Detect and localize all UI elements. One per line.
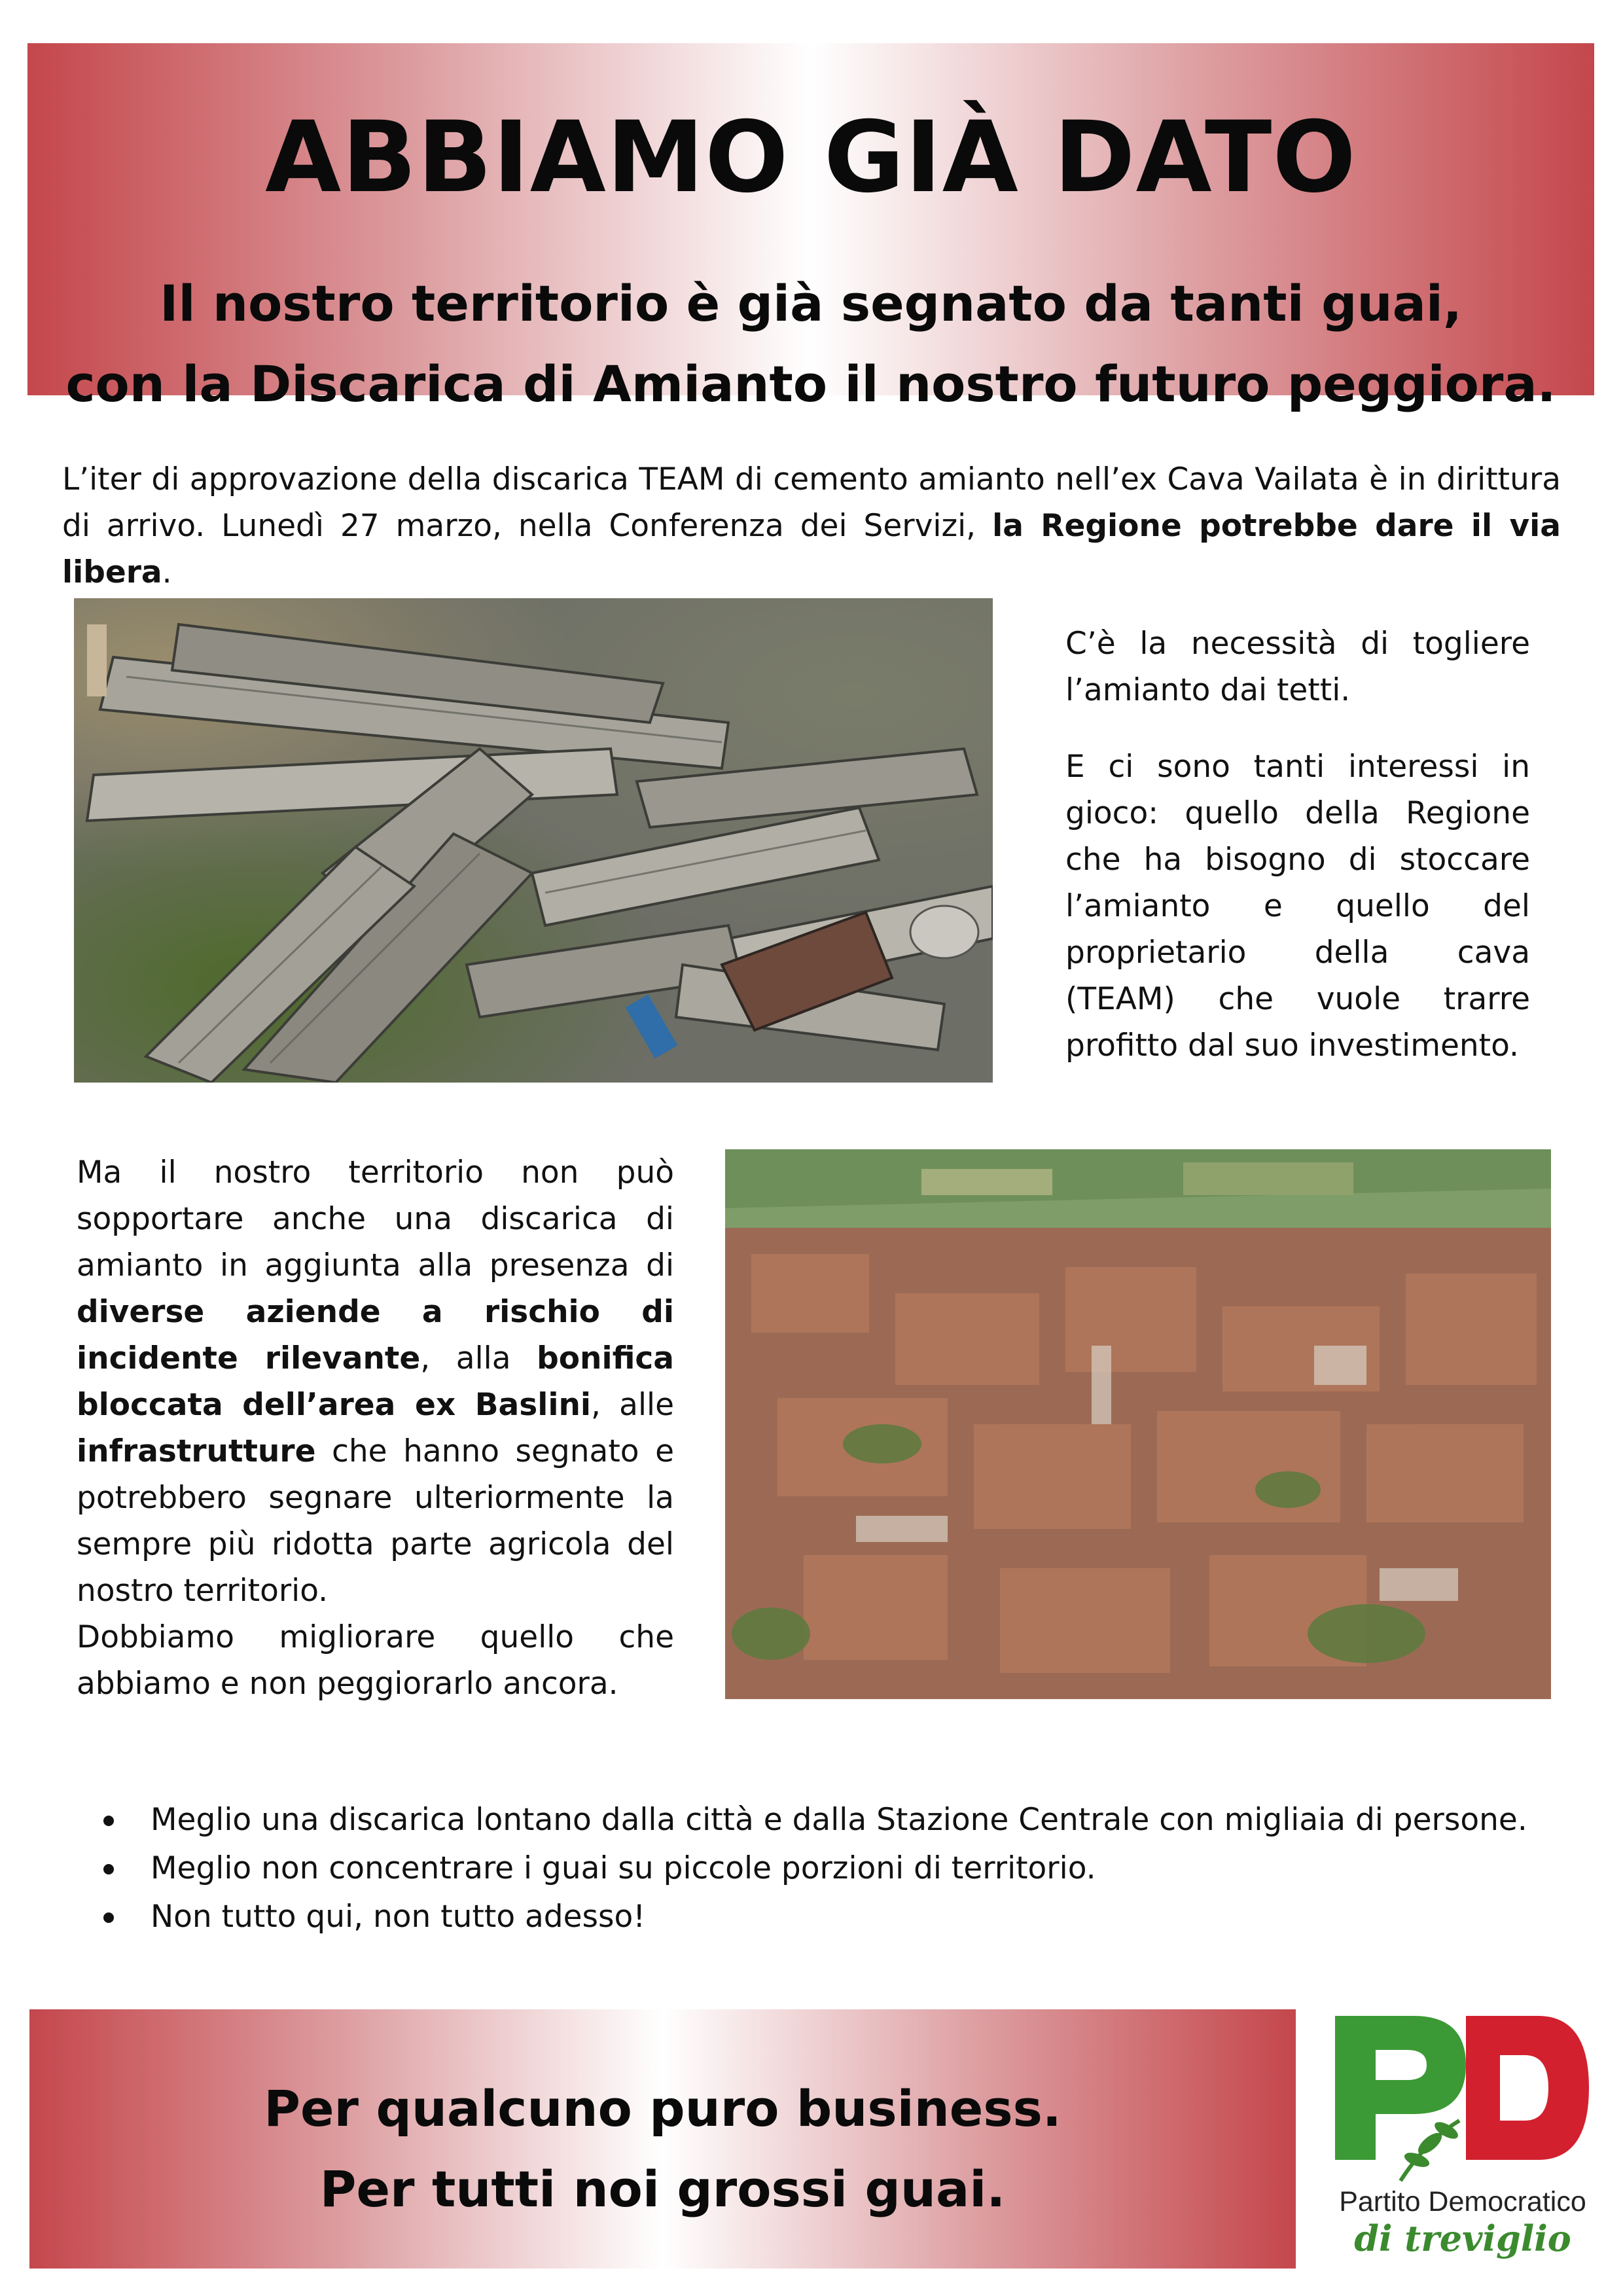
header-banner — [27, 43, 1594, 413]
left-text-4: che hanno segnato e potrebbero segnare ulteriormente la sempre più ridotta parte agricola del nostro territorio. — [77, 1433, 674, 1609]
left-bold-1: diverse aziende a rischio di incidente rilevante — [77, 1294, 674, 1376]
left-text-3: , alle — [591, 1387, 674, 1423]
aerial-city-photo — [725, 1149, 1551, 1699]
right-column-text — [1065, 620, 1530, 1099]
slogan-line-2: Per tutti noi grossi guai. — [319, 2160, 1006, 2218]
left-text-1: Ma il nostro territorio non può sopportare anche una discarica di amianto in aggiunta alla presenza di — [77, 1155, 674, 1283]
right-paragraph-2: E ci sono tanti interessi in gioco: quello della Regione che ha bisogno di stoccare l’amianto e quello del proprietario della cava (TEAM) che vuole trarre profitto dal suo investimento. — [1065, 749, 1530, 1064]
pd-logo — [1329, 2009, 1597, 2269]
left-text-5: Dobbiamo migliorare quello che abbiamo e non peggiorarlo ancora. — [77, 1619, 674, 1702]
asbestos-debris-photo — [74, 598, 993, 1083]
bullet-item-1: Meglio una discarica lontano dalla città e dalla Stazione Centrale con migliaia di persone. — [98, 1796, 1577, 1844]
intro-end: . — [162, 554, 172, 590]
left-column-text — [77, 1149, 674, 1707]
subtitle-line-1: Il nostro territorio è già segnato da tanti guai, — [160, 274, 1462, 332]
intro-bold: la Regione potrebbe dare il via libera — [62, 508, 1561, 590]
left-bold-2: bonifica bloccata dell’area ex Baslini — [77, 1340, 674, 1423]
left-bold-3: infrastrutture — [77, 1433, 316, 1469]
bullet-item-2: Meglio non concentrare i guai su piccole porzioni di territorio. — [98, 1844, 1577, 1893]
intro-paragraph — [62, 456, 1561, 596]
page-title: ABBIAMO GIÀ DATO — [265, 101, 1357, 215]
bullet-list — [98, 1796, 1577, 1941]
subtitle-line-2: con la Discarica di Amianto il nostro futuro peggiora. — [65, 355, 1556, 413]
left-text-2: , alla — [420, 1340, 537, 1376]
right-paragraph-1: C’è la necessità di togliere l’amianto dai tetti. — [1065, 626, 1530, 708]
logo-line-1: Partito Democratico — [1339, 2186, 1586, 2217]
logo-line-2: di treviglio — [1354, 2217, 1571, 2259]
pd-logo-mark — [1329, 2009, 1597, 2186]
page-subtitle — [27, 263, 1594, 424]
slogan — [29, 2068, 1296, 2229]
footer-banner — [29, 2009, 1296, 2269]
bullet-item-3: Non tutto qui, non tutto adesso! — [98, 1893, 1577, 1941]
slogan-line-1: Per qualcuno puro business. — [264, 2079, 1061, 2138]
intro-text: L’iter di approvazione della discarica TEAM di cemento amianto nell’ex Cava Vailata è in dirittura di arrivo. Lunedì 27 marzo, nella Conferenza dei Servizi, — [62, 461, 1561, 544]
